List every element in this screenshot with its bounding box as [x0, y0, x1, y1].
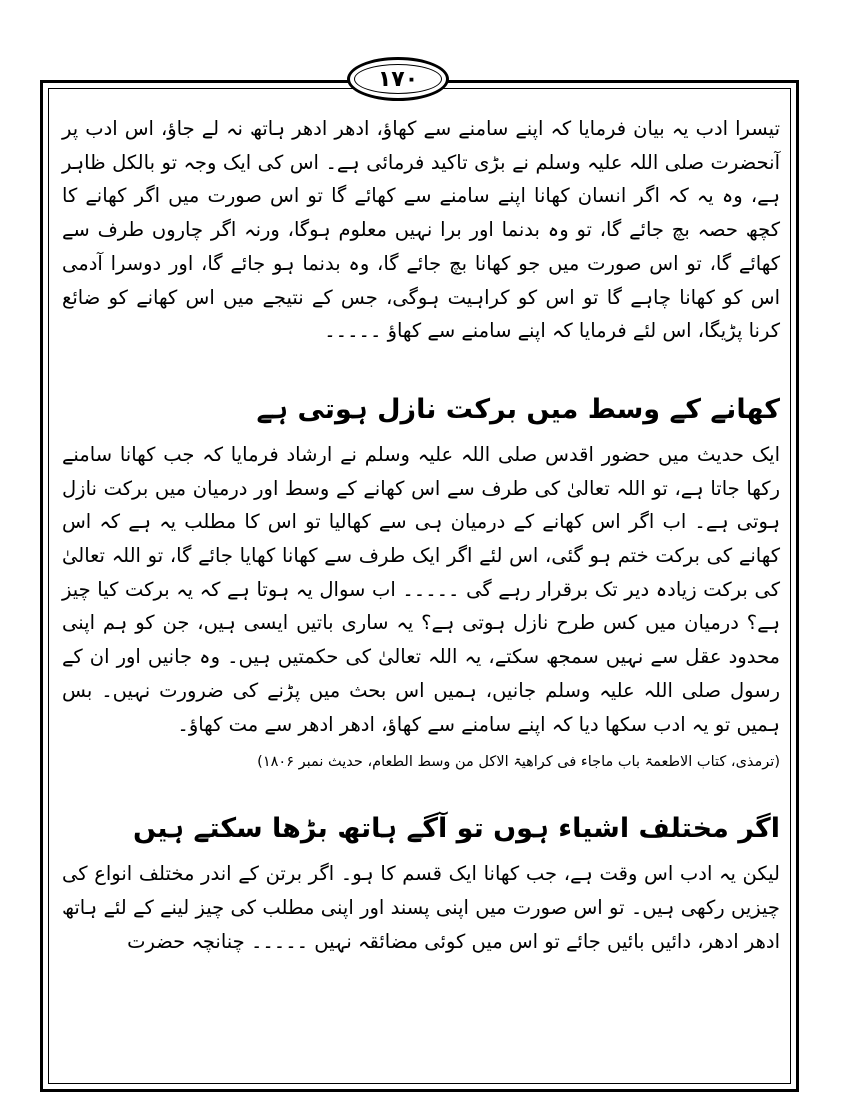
different-items-paragraph: لیکن یہ ادب اس وقت ہے، جب کھانا ایک قسم کا ہو۔ اگر برتن کے اندر مختلف انواع کی چیزیں رکھی ہیں۔ تو اس صورت میں اپنی پسند اور اپنی مطلب کی چیز لینے کے لئے ہاتھ ادھر ادھر، دائیں بائیں جائے تو اس میں کوئی مضائقہ نہیں ۔۔۔۔۔ چنانچہ حضرت: [62, 862, 780, 953]
hadith-reference: (ترمذی، کتاب الاطعمۃ باب ماجاء فی کراھیۃ الاکل من وسط الطعام، حدیث نمبر ۱۸۰۶): [257, 754, 780, 771]
page-number: ۱۷۰: [377, 66, 419, 92]
section-heading-different-items: اگر مختلف اشیاء ہوں تو آگے ہاتھ بڑھا سکتے ہیں: [132, 813, 780, 845]
blessing-paragraph: ایک حدیث میں حضور اقدس صلی اللہ علیہ وسلم نے ارشاد فرمایا کہ جب کھانا سامنے رکھا جاتا ہے، تو اللہ تعالیٰ کی طرف سے اس کھانے کے وسط اور درمیان میں برکت نازل ہوتی ہے۔ اب اگر اس کھانے کے درمیان ہی سے کھالیا تو اس کا مطلب یہ ہے کہ اس کھانے کی برکت ختم ہو گئی، اس لئے اگر ایک طرف سے کھانا کھایا جائے گا، تو اللہ تعالیٰ کی برکت زیادہ دیر تک برقرار رہے گی ۔۔۔۔۔ اب سوال یہ ہوتا ہے کہ یہ برکت کیا چیز ہے؟ درمیان میں کس طرح نازل ہوتی ہے؟ یہ ساری باتیں ایسی ہیں، جن کو ہم اپنی محدود عقل سے نہیں سمجھ سکتے، یہ اللہ تعالیٰ کی حکمتیں ہیں۔ وہ جانیں اور ان کے رسول صلی اللہ علیہ وسلم جانیں، ہمیں اس بحث میں پڑنے کی ضرورت نہیں۔ بس ہمیں تو یہ ادب سکھا دیا کہ اپنے سامنے سے کھاؤ، ادھر ادھر سے مت کھاؤ۔: [62, 442, 780, 736]
page-content: [62, 112, 780, 958]
page-number-badge: [347, 57, 449, 101]
section-heading-blessing: کھانے کے وسط میں برکت نازل ہوتی ہے: [256, 393, 780, 425]
intro-paragraph: تیسرا ادب یہ بیان فرمایا کہ اپنے سامنے سے کھاؤ، ادھر ادھر ہاتھ نہ لے جاؤ، اس ادب پر آنحضرت صلی اللہ علیہ وسلم نے بڑی تاکید فرمائی ہے۔ اس کی ایک وجہ تو بالکل ظاہر ہے، وہ یہ کہ اگر انسان کھانا اپنے سامنے سے کھائے گا تو اس صورت میں اگر کھانے کا کچھ حصہ بچ جائے گا، تو وہ بدنما اور برا نہیں معلوم ہوگا، ورنہ اگر چاروں طرف سے کھائے گا، تو اس صورت میں جو کھانا بچ جائے گا، وہ بدنما ہو جائے گا، اور دوسرا آدمی اس کو کھانا چاہے گا تو اس کو کراہیت ہوگی، جس کے نتیجے میں اس کھانے کو ضائع کرنا پڑیگا، اس لئے فرمایا کہ اپنے سامنے سے کھاؤ ۔۔۔۔۔: [62, 117, 780, 343]
